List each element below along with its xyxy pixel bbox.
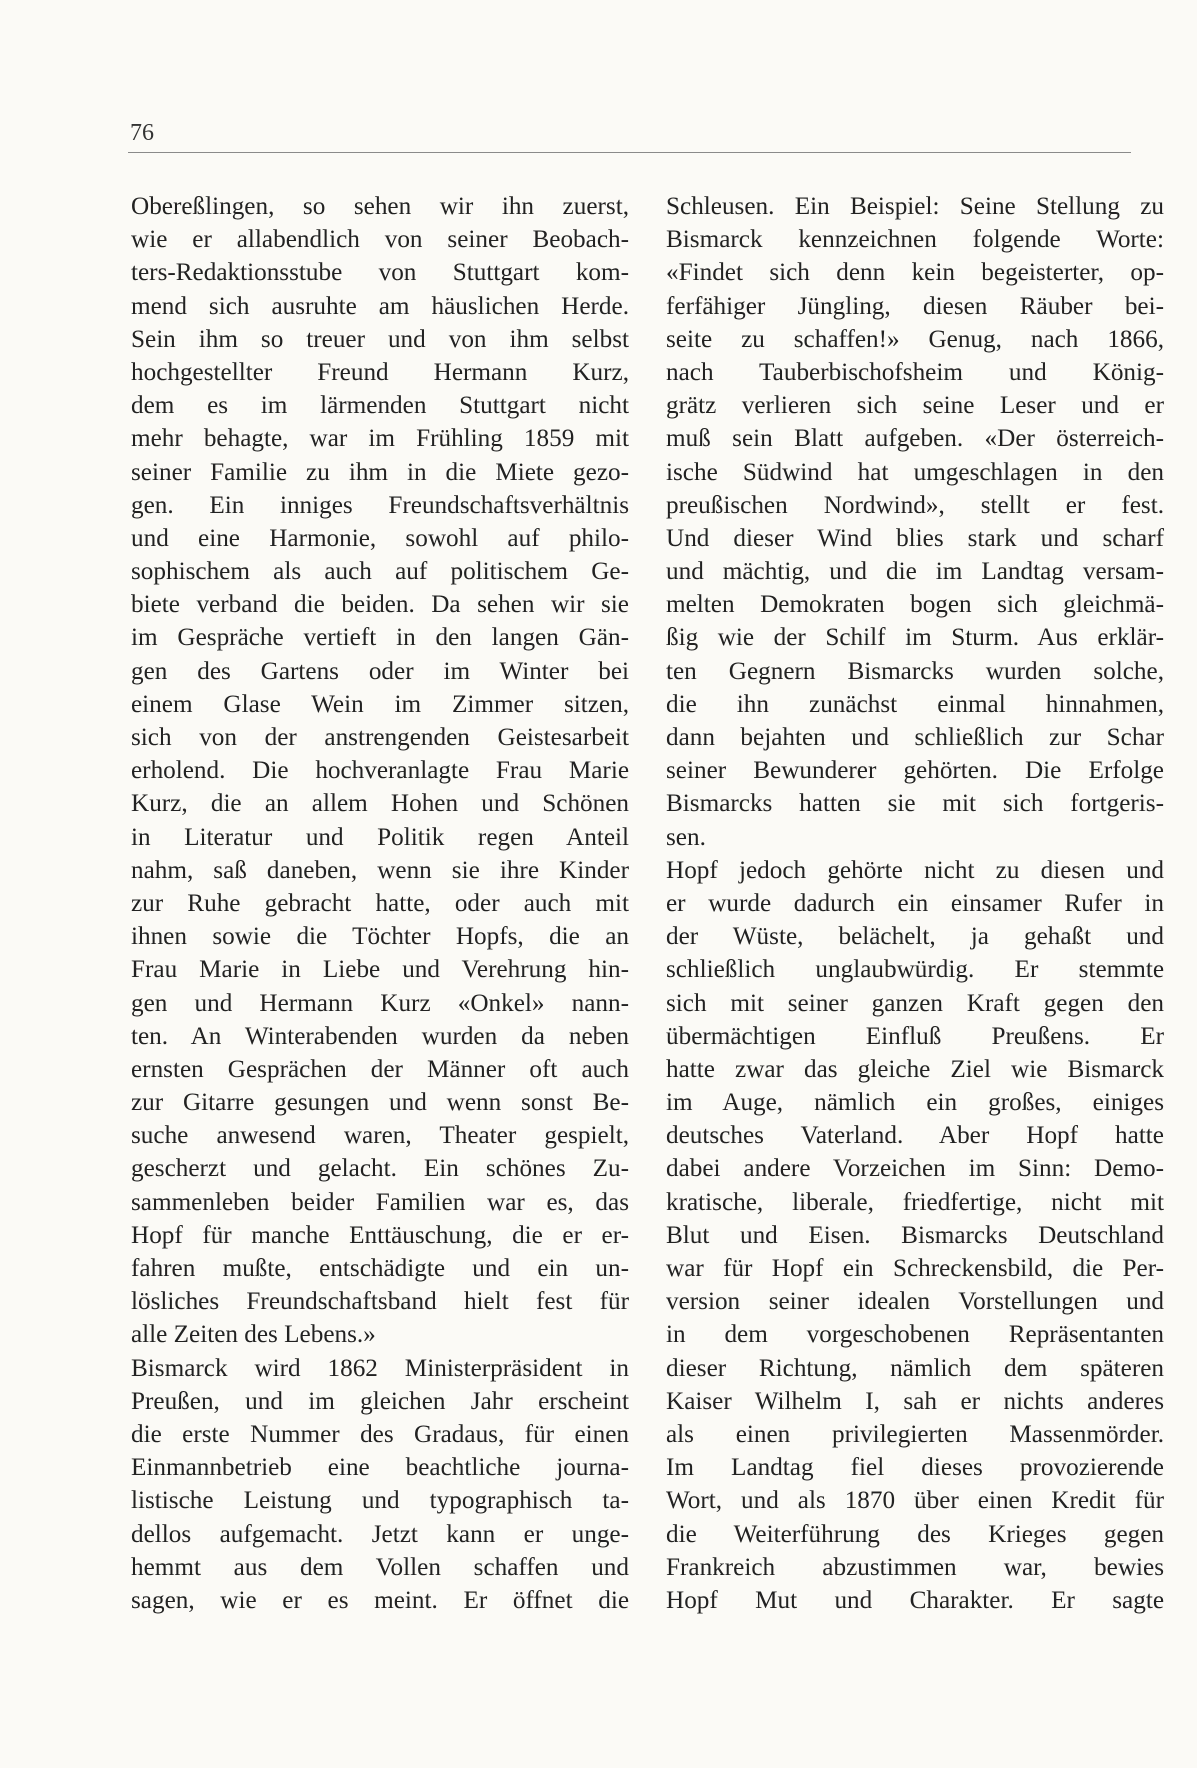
text-line: sammenleben beider Familien war es, das	[131, 1188, 629, 1216]
text-line: nahm, saß daneben, wenn sie ihre Kinder	[131, 856, 629, 884]
text-line: dann bejahten und schließlich zur Schar	[666, 724, 1164, 751]
text-line: ernsten Gesprächen der Männer oft auch	[131, 1055, 629, 1083]
text-line: lösliches Freundschaftsband hielt fest für	[131, 1288, 629, 1316]
text-line: hemmt aus dem Vollen schaffen und	[131, 1553, 629, 1581]
text-line: fahren mußte, entschädigte und ein un-	[131, 1255, 629, 1282]
text-line: version seiner idealen Vorstellungen und	[666, 1288, 1164, 1316]
text-line: war für Hopf ein Schreckensbild, die Per-	[666, 1255, 1164, 1282]
text-line: gen des Gartens oder im Winter bei	[131, 657, 629, 685]
header-rule	[128, 152, 1131, 153]
text-line: ten Gegnern Bismarcks wurden solche,	[666, 657, 1164, 685]
text-line: kratische, liberale, friedfertige, nicht mit	[666, 1188, 1164, 1216]
text-line: Frankreich abzustimmen war, bewies	[666, 1553, 1164, 1581]
text-line: listische Leistung und typographisch ta-	[131, 1487, 629, 1515]
text-line: Obereßlingen, so sehen wir ihn zuerst,	[131, 193, 629, 220]
text-line: zur Gitarre gesungen und wenn sonst Be-	[131, 1089, 629, 1117]
text-line: Im Landtag fiel dieses provozierende	[666, 1454, 1164, 1482]
text-line: ihnen sowie die Töchter Hopfs, die an	[131, 923, 629, 951]
text-line: schließlich unglaubwürdig. Er stemmte	[666, 956, 1164, 984]
text-line: Kurz, die an allem Hohen und Schönen	[131, 790, 629, 818]
text-line: Hopf für manche Enttäuschung, die er er-	[131, 1221, 629, 1249]
text-line: alle Zeiten des Lebens.»	[131, 1321, 376, 1349]
text-line: Hopf Mut und Charakter. Er sagte	[666, 1586, 1164, 1614]
text-line: Schleusen. Ein Beispiel: Seine Stellung zu	[666, 193, 1164, 220]
text-line: Kaiser Wilhelm I, sah er nichts anderes	[666, 1387, 1164, 1415]
text-line: «Findet sich denn kein begeisterter, op-	[666, 259, 1164, 287]
text-line: und mächtig, und die im Landtag versam-	[666, 558, 1164, 586]
text-line: dellos aufgemacht. Jetzt kann er unge-	[131, 1520, 629, 1548]
text-line: sophischem als auch auf politischem Ge-	[131, 558, 629, 586]
text-line: Und dieser Wind blies stark und scharf	[666, 524, 1164, 552]
text-line: Bismarcks hatten sie mit sich fortgeris-	[666, 790, 1164, 818]
text-line: sich von der anstrengenden Geistesarbeit	[131, 724, 629, 751]
text-line: übermächtigen Einfluß Preußens. Er	[666, 1022, 1164, 1050]
text-line: sagen, wie er es meint. Er öffnet die	[131, 1586, 629, 1614]
text-line: deutsches Vaterland. Aber Hopf hatte	[666, 1122, 1164, 1150]
text-line: erholend. Die hochveranlagte Frau Marie	[131, 757, 629, 785]
text-line: mend sich ausruhte am häuslichen Herde.	[131, 292, 629, 320]
text-line: melten Demokraten bogen sich gleichmä-	[666, 591, 1164, 619]
text-line: Hopf jedoch gehörte nicht zu diesen und	[666, 856, 1164, 884]
text-line: biete verband die beiden. Da sehen wir sie	[131, 591, 629, 619]
text-line: gen. Ein inniges Freundschaftsverhältnis	[131, 491, 629, 519]
text-column-left	[131, 190, 629, 1617]
text-line: Sein ihm so treuer und von ihm selbst	[131, 325, 629, 353]
text-line: in dem vorgeschobenen Repräsentanten	[666, 1321, 1164, 1349]
text-line: seiner Familie zu ihm in die Miete gezo-	[131, 458, 629, 486]
text-line: zur Ruhe gebracht hatte, oder auch mit	[131, 889, 629, 917]
text-line: und eine Harmonie, sowohl auf philo-	[131, 524, 629, 552]
text-line: die erste Nummer des Gradaus, für einen	[131, 1420, 629, 1448]
text-line: gescherzt und gelacht. Ein schönes Zu-	[131, 1155, 629, 1183]
text-line: Bismarck wird 1862 Ministerpräsident in	[131, 1354, 629, 1382]
text-line: die ihn zunächst einmal hinnahmen,	[666, 690, 1164, 718]
text-line: die Weiterführung des Krieges gegen	[666, 1520, 1164, 1548]
text-line: in Literatur und Politik regen Anteil	[131, 823, 629, 851]
text-line: Blut und Eisen. Bismarcks Deutschland	[666, 1221, 1164, 1249]
text-line: seiner Bewunderer gehörten. Die Erfolge	[666, 757, 1164, 785]
text-line: Wort, und als 1870 über einen Kredit für	[666, 1487, 1164, 1515]
text-line: ische Südwind hat umgeschlagen in den	[666, 458, 1164, 486]
text-line: sich mit seiner ganzen Kraft gegen den	[666, 989, 1164, 1017]
text-line: muß sein Blatt aufgeben. «Der österreich-	[666, 425, 1164, 453]
text-line: Einmannbetrieb eine beachtliche journa-	[131, 1454, 629, 1482]
text-line: ten. An Winterabenden wurden da neben	[131, 1022, 629, 1050]
text-line: nach Tauberbischofsheim und König-	[666, 358, 1164, 386]
text-line: dem es im lärmenden Stuttgart nicht	[131, 392, 629, 420]
text-line: seite zu schaffen!» Genug, nach 1866,	[666, 325, 1164, 353]
text-line: hochgestellter Freund Hermann Kurz,	[131, 358, 629, 386]
text-line: dabei andere Vorzeichen im Sinn: Demo-	[666, 1155, 1164, 1183]
text-line: gen und Hermann Kurz «Onkel» nann-	[131, 989, 629, 1017]
text-line: preußischen Nordwind», stellt er fest.	[666, 491, 1164, 519]
page-number: 76	[130, 120, 154, 146]
text-line: ßig wie der Schilf im Sturm. Aus erklär-	[666, 624, 1164, 652]
text-line: Preußen, und im gleichen Jahr erscheint	[131, 1387, 629, 1415]
text-line: im Gespräche vertieft in den langen Gän-	[131, 624, 629, 652]
text-line: der Wüste, belächelt, ja gehaßt und	[666, 923, 1164, 951]
text-line: einem Glase Wein im Zimmer sitzen,	[131, 690, 629, 718]
text-line: ferfähiger Jüngling, diesen Räuber bei-	[666, 292, 1164, 320]
text-line: Bismarck kennzeichnen folgende Worte:	[666, 226, 1164, 254]
text-line: wie er allabendlich von seiner Beobach-	[131, 226, 629, 254]
text-line: hatte zwar das gleiche Ziel wie Bismarck	[666, 1055, 1164, 1083]
text-line: als einen privilegierten Massenmörder.	[666, 1420, 1164, 1448]
text-line: sen.	[666, 823, 706, 851]
text-line: mehr behagte, war im Frühling 1859 mit	[131, 425, 629, 453]
text-line: ters-Redaktionsstube von Stuttgart kom-	[131, 259, 629, 287]
text-line: dieser Richtung, nämlich dem späteren	[666, 1354, 1164, 1382]
text-line: er wurde dadurch ein einsamer Rufer in	[666, 889, 1164, 917]
text-column-right	[666, 190, 1164, 1617]
text-line: grätz verlieren sich seine Leser und er	[666, 392, 1164, 420]
text-line: suche anwesend waren, Theater gespielt,	[131, 1122, 629, 1150]
text-line: Frau Marie in Liebe und Verehrung hin-	[131, 956, 629, 984]
text-line: im Auge, nämlich ein großes, einiges	[666, 1089, 1164, 1117]
